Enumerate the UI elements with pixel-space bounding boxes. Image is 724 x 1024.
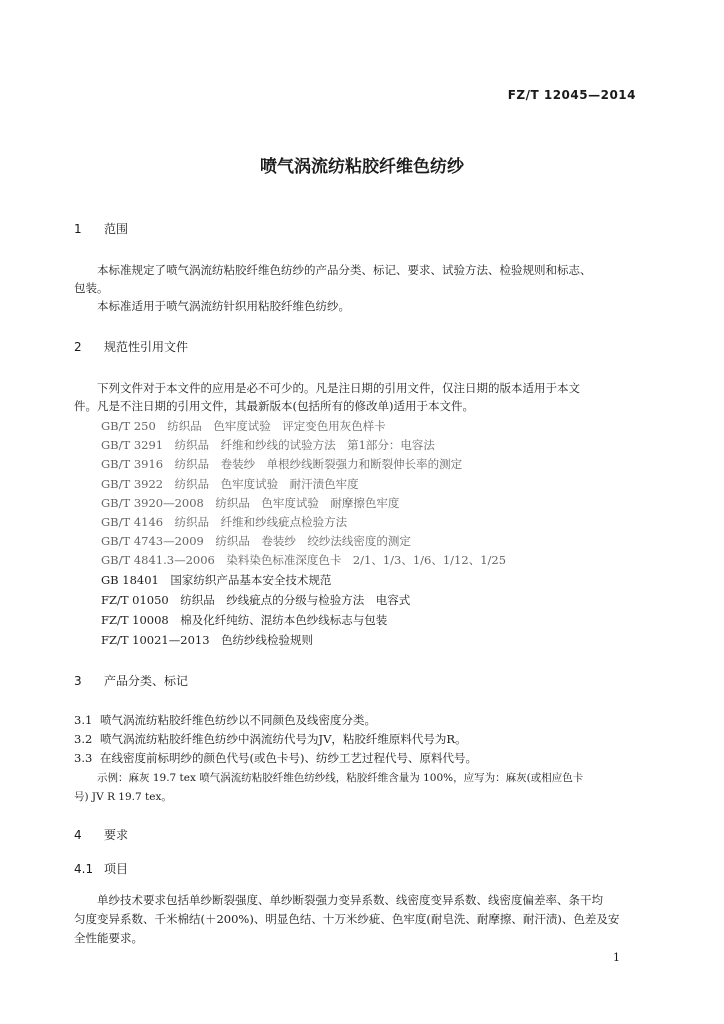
subsection-number: 4.1 — [74, 862, 94, 876]
reference-item: GB 18401 国家纺织产品基本安全技术规范 — [101, 573, 332, 587]
section-title: 范围 — [104, 222, 129, 236]
reference-item: FZ/T 10008 棉及化纤纯纺、混纺本色纱线标志与包装 — [101, 613, 388, 627]
clause-text: 在线密度前标明纱的颜色代号(或色卡号)、纺纱工艺过程代号、原料代号。 — [100, 751, 477, 765]
clause-item — [74, 731, 467, 747]
reference-item: FZ/T 01050 纺织品 纱线疵点的分级与检验方法 电容式 — [101, 593, 411, 607]
section-1-heading — [74, 220, 128, 237]
clause-number: 3.2 — [74, 732, 93, 746]
paragraph: 包装。 — [74, 281, 109, 295]
paragraph: 全性能要求。 — [74, 931, 143, 945]
paragraph: 本标准适用于喷气涡流纺针织用粘胶纤维色纺纱。 — [97, 299, 350, 313]
section-number: 2 — [74, 340, 82, 354]
reference-item: GB/T 4146 纺织品 纤维和纱线疵点检验方法 — [101, 515, 348, 529]
section-title: 产品分类、标记 — [104, 674, 189, 688]
section-title: 规范性引用文件 — [104, 340, 189, 354]
section-3-heading — [74, 672, 188, 689]
subsection-title: 项目 — [104, 862, 129, 876]
page-number: 1 — [613, 951, 620, 964]
section-4-heading — [74, 826, 128, 843]
reference-item: GB/T 4841.3—2006 染料染色标准深度色卡 2/1、1/3、1/6、1/12、1/25 — [101, 553, 507, 567]
clause-number: 3.3 — [74, 751, 93, 765]
section-title: 要求 — [104, 828, 129, 842]
clause-number: 3.1 — [74, 713, 93, 727]
reference-item: GB/T 3922 纺织品 色牢度试验 耐汗渍色牢度 — [101, 477, 359, 491]
reference-item: GB/T 4743—2009 纺织品 卷装纱 绞纱法线密度的测定 — [101, 534, 411, 548]
clause-item — [74, 750, 477, 766]
paragraph: 件。凡是不注日期的引用文件，其最新版本(包括所有的修改单)适用于本文件。 — [74, 399, 474, 413]
reference-item: GB/T 250 纺织品 色牢度试验 评定变色用灰色样卡 — [101, 419, 386, 433]
paragraph: 单纱技术要求包括单纱断裂强度、单纱断裂强力变异系数、线密度变异系数、线密度偏差率、条干均 — [97, 893, 603, 907]
reference-item: GB/T 3291 纺织品 纤维和纱线的试验方法 第1部分：电容法 — [101, 438, 435, 452]
paragraph: 本标准规定了喷气涡流纺粘胶纤维色纺纱的产品分类、标记、要求、试验方法、检验规则和标志、 — [97, 263, 592, 277]
clause-text: 喷气涡流纺粘胶纤维色纺纱以不同颜色及线密度分类。 — [100, 713, 376, 727]
paragraph: 下列文件对于本文件的应用是必不可少的。凡是注日期的引用文件，仅注日期的版本适用于本文 — [97, 381, 580, 395]
section-number: 4 — [74, 828, 82, 842]
section-number: 1 — [74, 222, 82, 236]
reference-item: GB/T 3920—2008 纺织品 色牢度试验 耐摩擦色牢度 — [101, 496, 400, 510]
clause-text: 喷气涡流纺粘胶纤维色纺纱中涡流纺代号为JV，粘胶纤维原料代号为R。 — [100, 732, 467, 746]
standard-code: FZ/T 12045—2014 — [507, 88, 636, 102]
clause-item — [74, 712, 376, 728]
paragraph: 匀度变异系数、千米棉结(＋200%)、明显色结、十万米纱疵、色牢度(耐皂洗、耐摩擦、耐汗渍)、色差及安 — [74, 912, 620, 926]
subsection-heading — [74, 860, 128, 877]
section-number: 3 — [74, 674, 82, 688]
example-text: 号) JV R 19.7 tex。 — [74, 791, 172, 803]
section-2-heading — [74, 338, 188, 355]
reference-item: GB/T 3916 纺织品 卷装纱 单根纱线断裂强力和断裂伸长率的测定 — [101, 457, 463, 471]
reference-item: FZ/T 10021—2013 色纺纱线检验规则 — [101, 633, 314, 647]
example-text: 示例：麻灰 19.7 tex 喷气涡流纺粘胶纤维色纺纱线，粘胶纤维含量为 100%，应写为：麻灰(或相应色卡 — [97, 772, 584, 784]
document-title: 喷气涡流纺粘胶纤维色纺纱 — [260, 157, 464, 177]
